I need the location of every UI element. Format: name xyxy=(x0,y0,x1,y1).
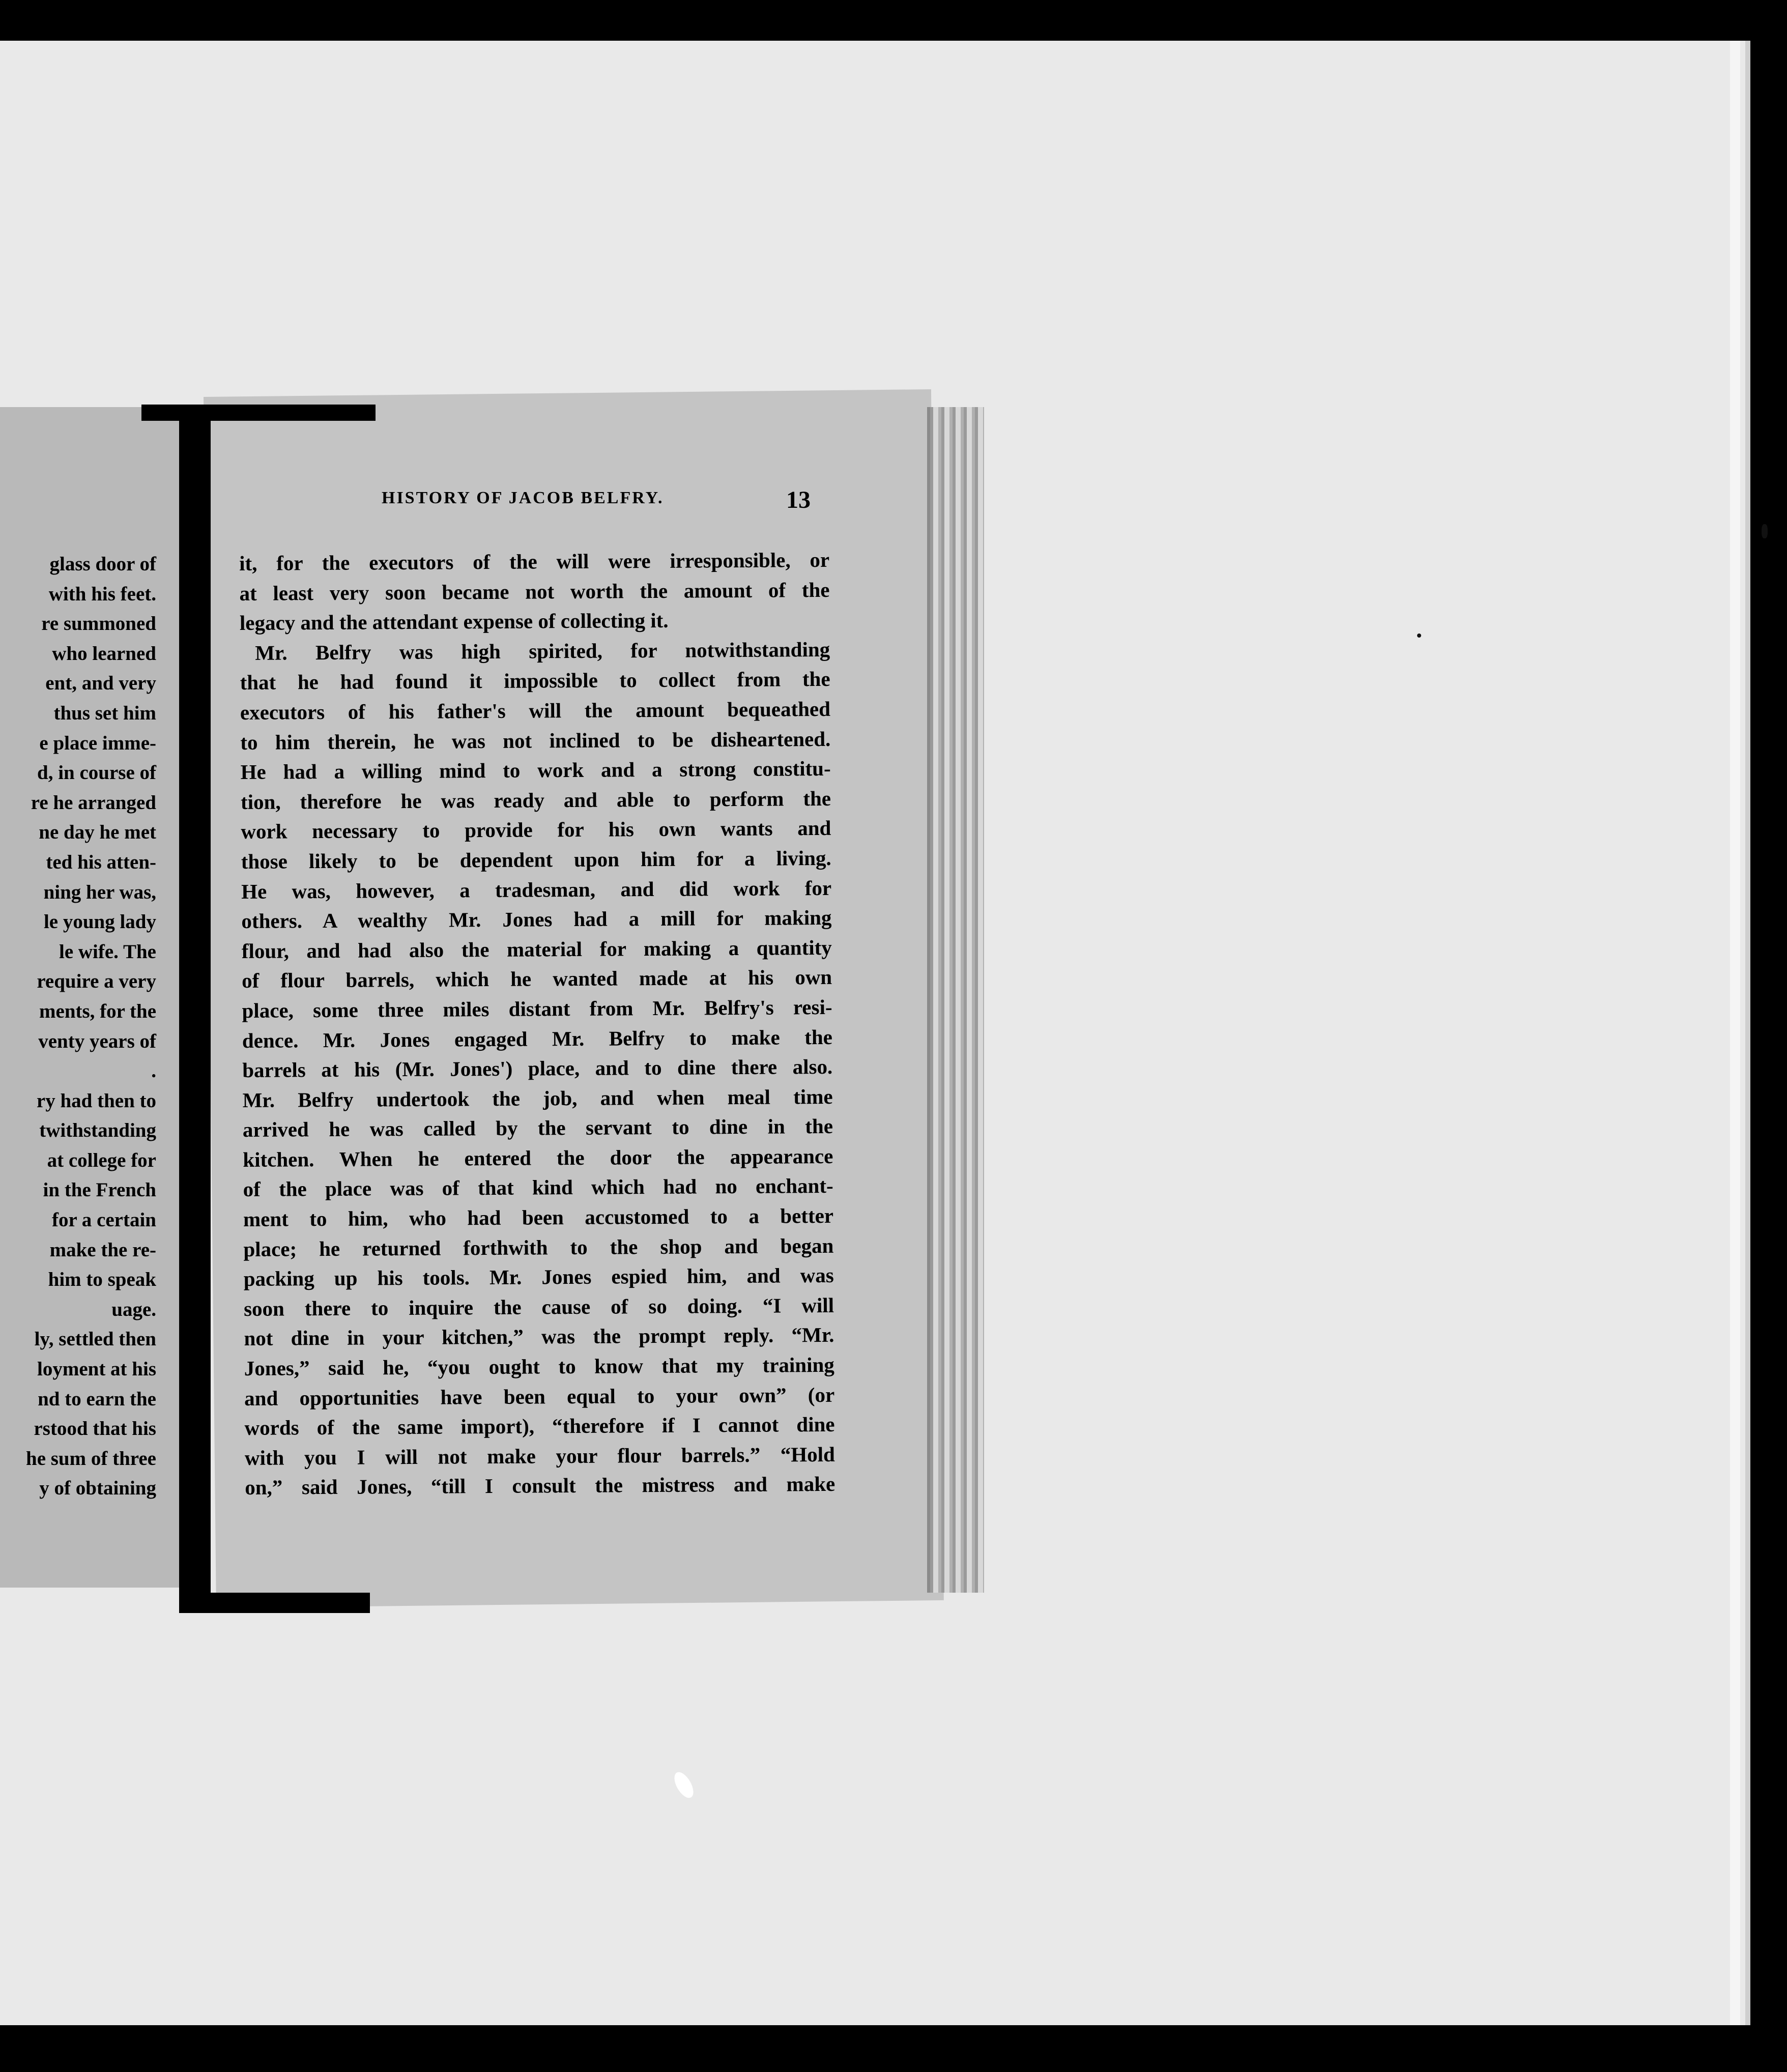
left-page-line: ted his atten- xyxy=(46,851,156,873)
book-clamp-bottom xyxy=(179,1593,370,1613)
text-line: that he had found it impossible to collect from the xyxy=(240,667,830,695)
text-line: He had a willing mind to work and a strong constitu- xyxy=(240,757,831,784)
left-page-line: rstood that his xyxy=(34,1418,156,1440)
left-page-line: he sum of three xyxy=(26,1447,156,1470)
text-line: with you I will not make your flour barrels.” “Hold xyxy=(244,1442,835,1470)
left-page-text xyxy=(0,550,156,1504)
left-page-line: thus set him xyxy=(53,702,156,724)
text-line: it, for the executors of the will were irresponsible, or xyxy=(239,548,830,575)
text-line: of the place was of that kind which had no enchant- xyxy=(243,1174,833,1201)
text-line: and opportunities have been equal to your own” (or xyxy=(244,1383,835,1410)
left-page-line: e place imme- xyxy=(39,732,156,754)
text-line: Mr. Belfry was high spirited, for notwithstanding xyxy=(255,637,830,665)
sheet-edge xyxy=(1730,41,1740,2025)
left-page-line: le wife. The xyxy=(59,940,156,963)
left-page-line: glass door of xyxy=(49,553,156,575)
page-body-text xyxy=(239,545,835,1503)
left-page-line: ne day he met xyxy=(39,821,156,844)
dust-speck xyxy=(1762,524,1768,538)
text-line: legacy and the attendant expense of collecting it. xyxy=(239,609,669,635)
left-page-line: twithstanding xyxy=(39,1119,156,1142)
text-line: work necessary to provide for his own wants and xyxy=(241,816,831,844)
left-page-line: y of obtaining xyxy=(39,1477,156,1500)
text-line: ment to him, who had been accustomed to a better xyxy=(243,1203,834,1231)
left-page-line: loyment at his xyxy=(37,1358,156,1380)
text-line: arrived he was called by the servant to dine in the xyxy=(242,1114,833,1142)
left-page-line: ning her was, xyxy=(43,881,156,903)
book-clamp-top xyxy=(141,405,376,421)
text-line: to him therein, he was not inclined to be disheartened. xyxy=(240,727,831,754)
page-number: 13 xyxy=(786,486,811,513)
text-line: tion, therefore he was ready and able to perform the xyxy=(240,786,831,814)
left-page-line: uage. xyxy=(111,1298,156,1320)
left-page-line: ly, settled then xyxy=(34,1328,156,1350)
left-page-line: re summoned xyxy=(41,613,156,635)
text-line: flour, and had also the material for making a quantity xyxy=(241,935,832,963)
text-line: packing up his tools. Mr. Jones espied him, and was xyxy=(243,1263,834,1291)
text-line: others. A wealthy Mr. Jones had a mill for making xyxy=(241,906,832,933)
left-page-line: venty years of xyxy=(38,1030,156,1052)
text-line: soon there to inquire the cause of so doing. “I will xyxy=(243,1293,834,1320)
text-line: of flour barrels, which he wanted made at his own xyxy=(242,965,832,993)
text-line: He was, however, a tradesman, and did work for xyxy=(241,876,832,903)
text-line: on,” said Jones, “till I consult the mistress and make xyxy=(245,1472,835,1500)
left-page-line: ent, and very xyxy=(45,672,156,695)
left-page-line: with his feet. xyxy=(48,583,156,605)
text-line: barrels at his (Mr. Jones') place, and to dine there also. xyxy=(242,1054,833,1082)
left-page-line: d, in course of xyxy=(37,762,156,784)
book-clamp xyxy=(179,407,211,1598)
left-page-line: le young lady xyxy=(43,911,156,933)
left-page-line: require a very xyxy=(37,970,156,993)
running-head: HISTORY OF JACOB BELFRY. xyxy=(382,488,664,507)
text-line: at least very soon became not worth the amount of the xyxy=(239,578,830,605)
left-page-line: him to speak xyxy=(48,1269,156,1291)
left-page xyxy=(0,407,201,1588)
page-edges xyxy=(927,407,984,1593)
film-border-top xyxy=(0,0,1787,41)
left-page-line: who learned xyxy=(52,642,156,665)
left-page-line: nd to earn the xyxy=(38,1388,156,1410)
text-line: Mr. Belfry undertook the job, and when meal time xyxy=(242,1084,833,1112)
left-page-line: re he arranged xyxy=(31,791,156,814)
text-line: Jones,” said he, “you ought to know that my training xyxy=(244,1352,834,1380)
left-page-line: make the re- xyxy=(49,1239,156,1261)
left-page-line: ments, for the xyxy=(39,1000,156,1022)
text-line: dence. Mr. Jones engaged Mr. Belfry to make the xyxy=(242,1025,833,1052)
dust-speck xyxy=(1417,634,1421,638)
text-line: not dine in your kitchen,” was the prompt reply. “Mr. xyxy=(244,1323,834,1350)
text-line: those likely to be dependent upon him for a living. xyxy=(241,846,831,873)
left-page-line: in the French xyxy=(43,1179,156,1201)
text-line: place, some three miles distant from Mr. Belfry's resi- xyxy=(242,995,832,1022)
left-page-line: for a certain xyxy=(51,1209,156,1231)
text-line: words of the same import), “therefore if I cannot dine xyxy=(244,1413,835,1440)
text-line: place; he returned forthwith to the shop and began xyxy=(243,1233,834,1261)
film-border-bottom xyxy=(0,2025,1787,2072)
text-line: kitchen. When he entered the door the appearance xyxy=(243,1144,833,1171)
text-line: executors of his father's will the amount bequeathed xyxy=(240,697,831,724)
left-page-line: . xyxy=(151,1060,156,1082)
left-page-line: ry had then to xyxy=(36,1089,156,1112)
left-page-line: at college for xyxy=(47,1149,156,1171)
